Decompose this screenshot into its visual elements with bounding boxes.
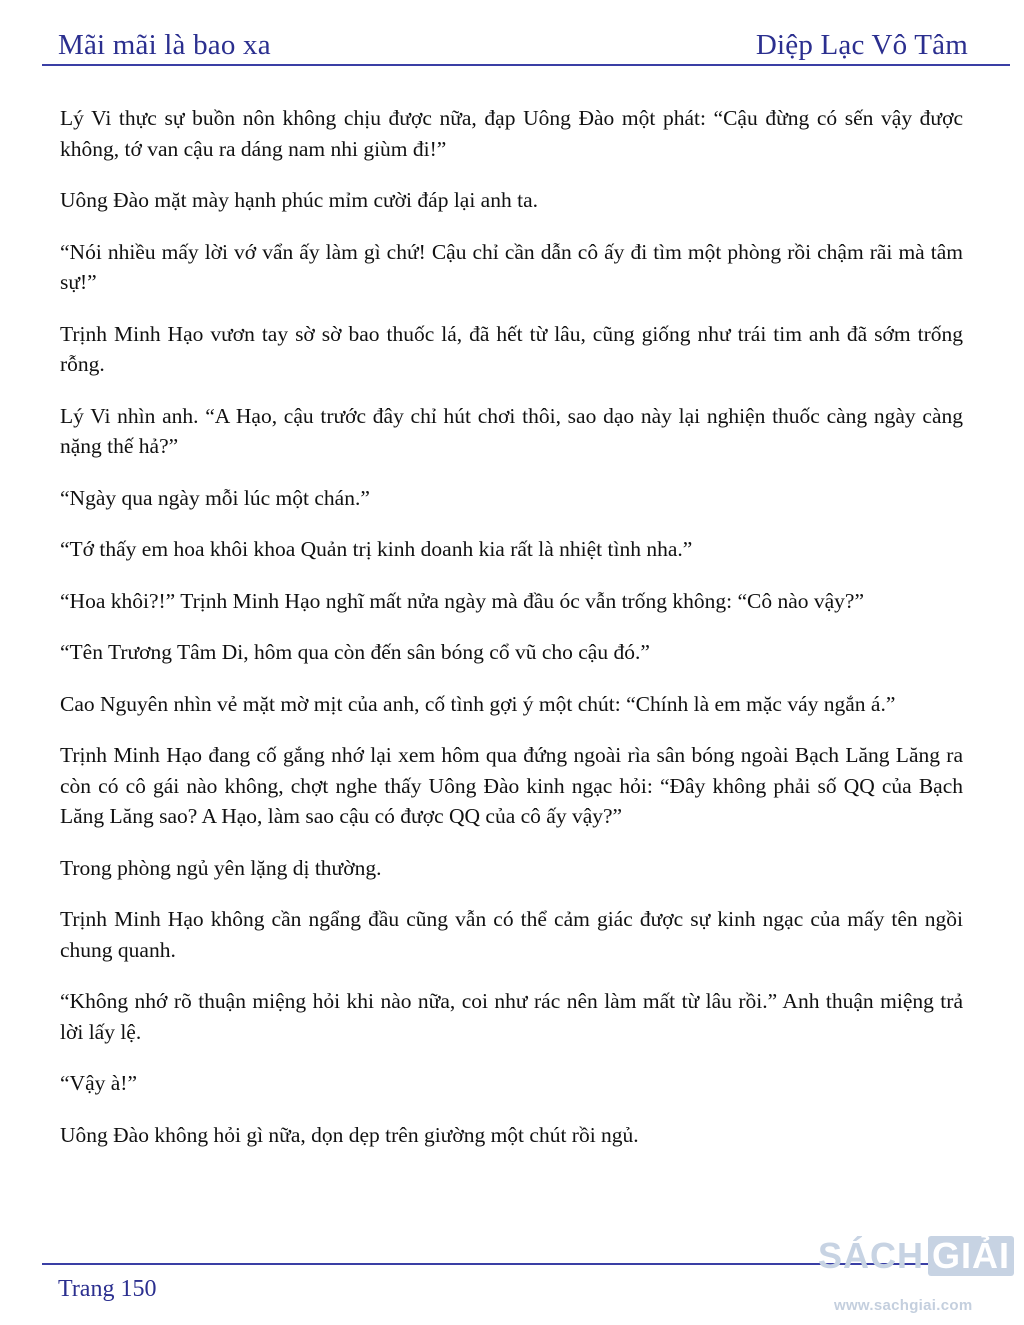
paragraph: Uông Đào mặt mày hạnh phúc mỉm cười đáp lại anh ta. xyxy=(60,188,538,212)
paragraph: “Hoa khôi?!” Trịnh Minh Hạo nghĩ mất nửa ngày mà đầu óc vẫn trống không: “Cô nào vậy?” xyxy=(60,588,864,613)
paragraph: “Tớ thấy em hoa khôi khoa Quản trị kinh doanh kia rất là nhiệt tình nha.” xyxy=(60,537,693,561)
paragraph: Lý Vi thực sự buồn nôn không chịu được nữa, đạp Uông Đào một phát: “Cậu đừng có sến vậy được không, tớ van cậu ra dáng nam nhi giùm đi!” xyxy=(60,106,963,161)
paragraph: “Ngày qua ngày mỗi lúc một chán.” xyxy=(60,485,370,510)
page-number: Trang 150 xyxy=(58,1276,157,1302)
watermark-logo-left: SÁCH xyxy=(818,1235,925,1276)
paragraph: “Nói nhiều mấy lời vớ vẩn ấy làm gì chứ! Cậu chỉ cần dẫn cô ấy đi tìm một phòng rồi chậm rãi mà tâm sự!” xyxy=(60,239,963,294)
book-title: Mãi mãi là bao xa xyxy=(58,29,271,61)
page-header xyxy=(58,22,968,62)
paragraph: Cao Nguyên nhìn vẻ mặt mờ mịt của anh, cố tình gợi ý một chút: “Chính là em mặc váy ngắn á.” xyxy=(60,691,896,716)
watermark-url: www.sachgiai.com xyxy=(834,1297,973,1314)
page-body xyxy=(60,103,963,1171)
paragraph: Lý Vi nhìn anh. “A Hạo, cậu trước đây chỉ hút chơi thôi, sao dạo này lại nghiện thuốc càng ngày càng nặng thế hả?” xyxy=(60,403,963,458)
header-divider xyxy=(42,64,1010,66)
watermark-logo-right: GIẢI xyxy=(928,1236,1014,1276)
paragraph: Uông Đào không hỏi gì nữa, dọn dẹp trên giường một chút rồi ngủ. xyxy=(60,1122,639,1147)
paragraph: “Không nhớ rõ thuận miệng hỏi khi nào nữa, coi như rác nên làm mất từ lâu rồi.” Anh thuận miệng trả lời lấy lệ. xyxy=(60,989,963,1044)
paragraph: “Vậy à!” xyxy=(60,1071,137,1095)
paragraph: “Tên Trương Tâm Di, hôm qua còn đến sân bóng cổ vũ cho cậu đó.” xyxy=(60,640,650,664)
paragraph: Trịnh Minh Hạo không cần ngẩng đầu cũng vẫn có thể cảm giác được sự kinh ngạc của mấy tên ngồi chung quanh. xyxy=(60,907,963,962)
author-name: Diệp Lạc Vô Tâm xyxy=(755,29,968,61)
watermark-logo xyxy=(818,1232,1022,1280)
paragraph: Trịnh Minh Hạo đang cố gắng nhớ lại xem hôm qua đứng ngoài rìa sân bóng ngoài Bạch Lăng Lăng ra còn có cô gái nào không, chợt nghe thấy Uông Đào kinh ngạc hỏi: “Đây không phải số QQ của Bạch Lăng Lăng sao? A Hạo, làm sao cậu có được QQ của cô ấy vậy?” xyxy=(60,743,963,828)
paragraph: Trong phòng ngủ yên lặng dị thường. xyxy=(60,855,382,880)
paragraph: Trịnh Minh Hạo vươn tay sờ sờ bao thuốc lá, đã hết từ lâu, cũng giống như trái tim anh đã sớm trống rỗng. xyxy=(60,321,963,376)
